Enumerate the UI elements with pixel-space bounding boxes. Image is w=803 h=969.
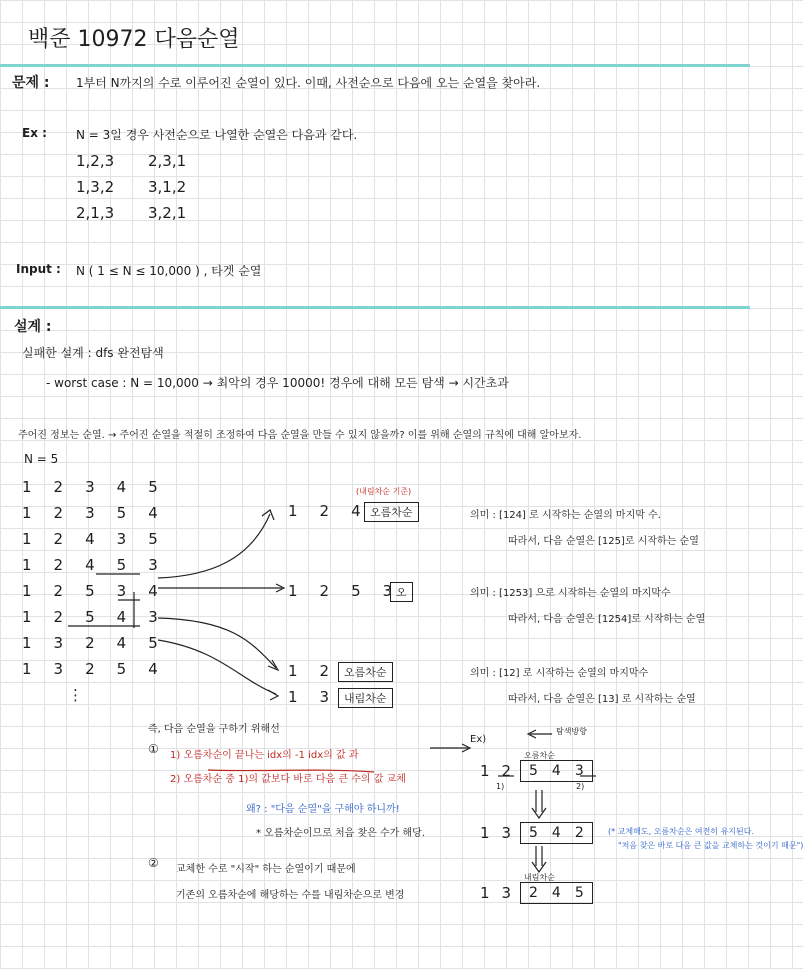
steps-intro: 즉, 다음 순열을 구하기 위해선 bbox=[148, 724, 280, 735]
ex2-digit: 3 bbox=[501, 824, 512, 842]
perm-digit: 3 bbox=[85, 504, 95, 522]
ex2-digit: 1 bbox=[480, 762, 490, 780]
page-title: 백준 10972 다음순열 bbox=[28, 27, 240, 52]
example-col2-item: 3,1,2 bbox=[148, 178, 187, 196]
ex2-box bbox=[520, 822, 593, 844]
perm-digit: 1 bbox=[22, 478, 32, 496]
explain-digit: 3 bbox=[319, 688, 330, 706]
perm-digit: 3 bbox=[53, 634, 64, 652]
example-col2-item: 2,3,1 bbox=[148, 152, 187, 170]
example-col1-item: 1,2,3 bbox=[76, 152, 115, 170]
perm-digit: 5 bbox=[148, 478, 158, 496]
step1-number: ① bbox=[148, 742, 159, 756]
double-arrow-down bbox=[536, 790, 542, 812]
perm-digit: 2 bbox=[53, 582, 64, 600]
arrowhead bbox=[268, 690, 278, 700]
perm-digit: 4 bbox=[148, 504, 158, 522]
why-note: 왜? : "다음 순열"을 구해야 하니까! bbox=[246, 804, 400, 815]
perm-digit: 1 bbox=[22, 634, 32, 652]
example-text: N = 3일 경우 사전순으로 나열한 순열은 다음과 같다. bbox=[76, 128, 358, 142]
perm-digit: 5 bbox=[116, 660, 127, 678]
step2-number: ② bbox=[148, 856, 159, 870]
explain-digits bbox=[288, 582, 392, 600]
example2-label: Ex) bbox=[470, 734, 487, 745]
explain-digit: 1 bbox=[288, 662, 298, 680]
ex2-digit: 2 bbox=[529, 885, 538, 901]
explain-digits bbox=[288, 502, 361, 520]
perm-digit: 5 bbox=[148, 634, 158, 652]
ex2-box bbox=[520, 760, 593, 782]
ex2-digit: 3 bbox=[574, 763, 584, 779]
ex2-prefix bbox=[480, 884, 511, 902]
perm-digit: 4 bbox=[148, 660, 158, 678]
marker-1: 1) bbox=[496, 782, 505, 791]
descending-tag: 내림차순 bbox=[338, 688, 393, 708]
explain-digit: 2 bbox=[319, 502, 330, 520]
arrowhead bbox=[532, 808, 546, 818]
perm-digit: 5 bbox=[85, 608, 95, 626]
explain-digit: 2 bbox=[319, 662, 330, 680]
worst-case: - worst case : N = 10,000 → 최악의 경우 10000! 경우에 대해 모든 탐색 → 시간초과 bbox=[46, 376, 509, 390]
ex2-prefix bbox=[480, 762, 511, 780]
perm-digit: 3 bbox=[116, 530, 127, 548]
perm-digit: 5 bbox=[116, 556, 127, 574]
double-arrow-down bbox=[536, 846, 542, 866]
ex2-digit: 1 bbox=[480, 884, 490, 902]
perm-digit: 1 bbox=[22, 504, 32, 522]
perm-digit: 4 bbox=[85, 530, 95, 548]
star-note: * 오름차순이므로 처음 찾은 수가 해당. bbox=[256, 828, 425, 839]
perm-digit: 5 bbox=[116, 504, 127, 522]
perm-digit: 1 bbox=[22, 556, 32, 574]
next-text: 따라서, 다음 순열은 [1254]로 시작하는 순열 bbox=[508, 614, 706, 625]
step1-b: 2) 오름차순 중 1)의 값보다 바로 다음 큰 수의 값 교체 bbox=[170, 774, 406, 785]
ex2-digit: 5 bbox=[529, 825, 538, 841]
ex2-digit: 2 bbox=[501, 762, 512, 780]
explain-digits bbox=[288, 688, 329, 706]
perm-digit: 3 bbox=[85, 478, 95, 496]
arrowhead bbox=[532, 862, 546, 872]
desc-label: 내림차순 bbox=[524, 873, 555, 882]
input-text: N ( 1 ≤ N ≤ 10,000 ) , 타겟 순열 bbox=[76, 264, 262, 278]
failed-design: 실패한 설계 : dfs 완전탐색 bbox=[22, 346, 164, 360]
continuation-dots: ⋮ bbox=[68, 686, 83, 704]
perm-digit: 1 bbox=[22, 530, 32, 548]
problem-label: 문제 : bbox=[12, 75, 50, 91]
example-label: Ex : bbox=[22, 126, 47, 140]
perm-digit: 3 bbox=[116, 582, 127, 600]
perm-digit: 4 bbox=[116, 478, 127, 496]
example-col1-item: 1,3,2 bbox=[76, 178, 115, 196]
explain-digit: 1 bbox=[288, 688, 298, 706]
perm-digit: 3 bbox=[148, 608, 158, 626]
ex2-digit: 3 bbox=[501, 884, 512, 902]
perm-digit: 4 bbox=[148, 582, 158, 600]
design-label: 설계 : bbox=[14, 319, 52, 335]
perm-digit: 3 bbox=[148, 556, 158, 574]
example-col2-item: 3,2,1 bbox=[148, 204, 187, 222]
ex2-prefix bbox=[480, 824, 511, 842]
perm-digit: 2 bbox=[53, 504, 64, 522]
explain-digit: 1 bbox=[288, 502, 298, 520]
perm-digit: 2 bbox=[85, 660, 95, 678]
design-intro: 주어진 정보는 순열. → 주어진 순열을 적절히 조정하여 다음 순열을 만들 수 있지 않을까? 이를 위해 순열의 규칙에 대해 알아보자. bbox=[18, 430, 582, 441]
problem-text: 1부터 N까지의 수로 이루어진 순열이 있다. 이때, 사전순으로 다음에 오는 순열을 찾아라. bbox=[76, 76, 541, 90]
explain-digit: 4 bbox=[351, 502, 361, 520]
explain-digits bbox=[288, 662, 329, 680]
ascending-tag: 오름차순 bbox=[364, 502, 419, 522]
side-note-1: (* 교체해도, 오름차순은 여전히 유지된다. bbox=[608, 827, 755, 836]
perm-digit: 2 bbox=[53, 556, 64, 574]
ex2-digit: 5 bbox=[574, 885, 584, 901]
asc-label: 오름차순 bbox=[524, 751, 555, 760]
meaning-text: 의미 : [1253] 으로 시작하는 순열의 마지막수 bbox=[470, 588, 671, 599]
perm-digit: 2 bbox=[53, 478, 64, 496]
perm-digit: 4 bbox=[116, 608, 127, 626]
ascending-tag: 오름차순 bbox=[338, 662, 393, 682]
explain-digit: 1 bbox=[288, 582, 298, 600]
perm-digit: 2 bbox=[53, 530, 64, 548]
perm-digit: 1 bbox=[22, 608, 32, 626]
note-label: (내림차순 기준) bbox=[356, 487, 412, 496]
next-text: 따라서, 다음 순열은 [13] 로 시작하는 순열 bbox=[508, 694, 696, 705]
side-note-2: "처음 찾은 바로 다음 큰 값을 교체하는 것이기 때문") bbox=[618, 841, 803, 850]
perm-digit: 2 bbox=[85, 634, 95, 652]
ascending-tag: 오 bbox=[390, 582, 413, 602]
search-direction-label: 탐색방향 bbox=[556, 727, 587, 736]
ex2-digit: 4 bbox=[551, 885, 561, 901]
perm-digit: 1 bbox=[22, 660, 32, 678]
ex2-digit: 5 bbox=[529, 763, 538, 779]
meaning-text: 의미 : [124] 로 시작하는 순열의 마지막 수. bbox=[470, 510, 661, 521]
ex2-digit: 1 bbox=[480, 824, 490, 842]
perm-digit: 3 bbox=[53, 660, 64, 678]
step2-a: 교체한 수로 "시작" 하는 순열이기 때문에 bbox=[176, 864, 356, 875]
meaning-text: 의미 : [12] 로 시작하는 순열의 마지막수 bbox=[470, 668, 649, 679]
example-col1-item: 2,1,3 bbox=[76, 204, 115, 222]
perm-digit: 2 bbox=[53, 608, 64, 626]
next-text: 따라서, 다음 순열은 [125]로 시작하는 순열 bbox=[508, 536, 699, 547]
marker-2: 2) bbox=[576, 782, 585, 791]
explain-digit: 5 bbox=[351, 582, 361, 600]
perm-digit: 5 bbox=[148, 530, 158, 548]
perm-digit: 4 bbox=[85, 556, 95, 574]
arrow-to-row1 bbox=[158, 514, 270, 578]
step1-a: 1) 오름차순이 끝나는 idx의 -1 idx의 값 과 bbox=[170, 750, 359, 761]
perm-digit: 4 bbox=[116, 634, 127, 652]
ex2-digit: 4 bbox=[551, 825, 561, 841]
input-label: Input : bbox=[16, 262, 61, 276]
n-label: N = 5 bbox=[24, 452, 59, 466]
perm-digit: 5 bbox=[85, 582, 95, 600]
ex2-digit: 4 bbox=[551, 763, 561, 779]
explain-digit: 3 bbox=[382, 582, 393, 600]
ex2-digit: 2 bbox=[574, 825, 584, 841]
explain-digit: 2 bbox=[319, 582, 330, 600]
arrow-to-row4 bbox=[158, 640, 276, 694]
step2-b: 기존의 오름차순에 해당하는 수를 내림차순으로 변경 bbox=[176, 890, 405, 901]
perm-digit: 1 bbox=[22, 582, 32, 600]
ex2-box bbox=[520, 882, 593, 904]
